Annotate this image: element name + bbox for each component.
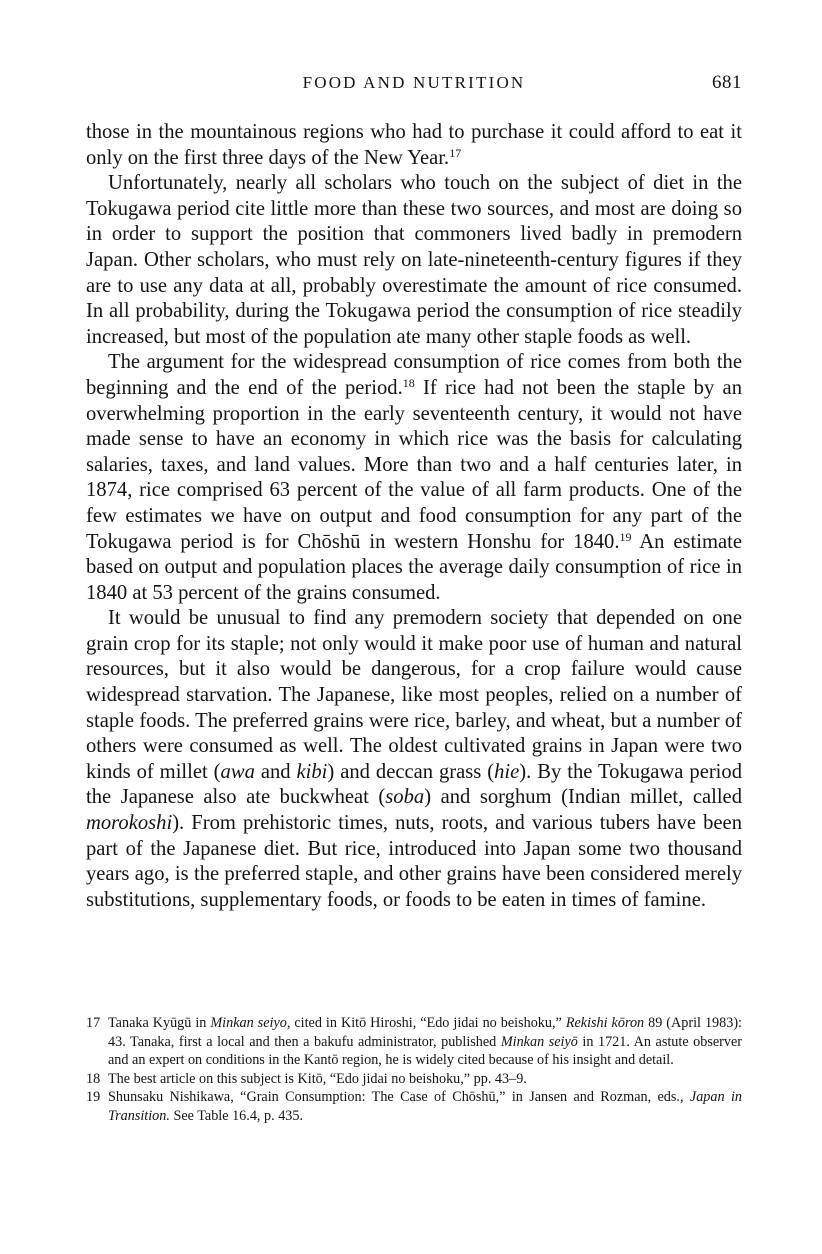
body-paragraph <box>86 171 742 350</box>
footnote <box>86 1070 742 1089</box>
body-paragraph <box>86 120 742 171</box>
italic-term: Rekishi kōron <box>565 1015 645 1031</box>
footnote <box>86 1014 742 1070</box>
text-run: See Table 16.4, p. 435. <box>169 1107 304 1124</box>
text-run: and <box>254 760 297 783</box>
text-run: Unfortunately, nearly all scholars who touch on the subject of diet in the Tokugawa period cite little more than these two sources, and most are doing so in order to support the position that commoners lived badly in premodern Japan. Other scholars, who must rely on late-nineteenth-century figures if they are to use any data at all, probably overestimate the amount of rice consumed. In all probability, during the Tokugawa period the consumption of rice steadily increased, but most of the population ate many other staple foods as well. <box>86 172 742 348</box>
italic-term: hie <box>494 760 520 783</box>
body-paragraph <box>86 350 742 606</box>
footnote-reference: 18 <box>402 375 415 390</box>
text-run: The argument for the widespread consumption of rice comes from both the beginning and the end of the period. <box>86 351 742 399</box>
text-run: ). From prehistoric times, nuts, roots, and various tubers have been part of the Japanese diet. But rice, introduced into Japan some two thousand years ago, is the preferred staple, and other grains have been considered merely substitutions, supplementary foods, or foods to be eaten in times of famine. <box>86 812 742 911</box>
italic-term: kibi <box>296 760 328 783</box>
footnote <box>86 1088 742 1125</box>
italic-term: awa <box>220 760 255 783</box>
footnote-number: 19 <box>86 1089 101 1106</box>
text-run: Shunsaku Nishikawa, “Grain Consumption: The Case of Chōshū,” in Jansen and Rozman, eds., <box>108 1089 690 1106</box>
text-run: in 1721. An astute observer and an expert on conditions in the Kantō region, he is widely cited because of his insight and detail. <box>108 1033 742 1069</box>
footnote-reference: 19 <box>619 529 632 544</box>
text-run: ) and deccan grass ( <box>327 760 495 783</box>
footnotes <box>86 1014 742 1126</box>
footnote-reference: 17 <box>449 145 462 160</box>
running-title: FOOD AND NUTRITION <box>302 73 526 92</box>
text-run: It would be unusual to find any premodern society that depended on one grain crop for its staple; not only would it make poor use of human and natural resources, but it also would be dangerous, for a crop failure would cause widespread starvation. The Japanese, like most peoples, relied on a number of staple foods. The preferred grains were rice, barley, and wheat, but a number of others were consumed as well. The oldest cultivated grains in Japan were two kinds of millet ( <box>86 607 742 783</box>
italic-term: Minkan seiyō <box>500 1033 578 1050</box>
italic-term: Japan in Transition. <box>108 1089 742 1124</box>
text-run: Tanaka Kyūgū in <box>108 1015 211 1031</box>
italic-term: soba <box>385 786 425 809</box>
body-text <box>86 120 742 913</box>
body-paragraph <box>86 606 742 913</box>
italic-term: Minkan seiyo, <box>210 1015 291 1031</box>
text-run: The best article on this subject is Kitō, “Edo jidai no beishoku,” pp. 43–9. <box>108 1070 527 1087</box>
text-run: An estimate based on output and population places the average daily consumption of rice in 1840 at 53 percent of the grains consumed. <box>86 530 742 604</box>
running-head <box>86 70 742 96</box>
text-run: If rice had not been the staple by an overwhelming proportion in the early seventeenth century, it would not have made sense to have an economy in which rice was the basis for calculating salaries, taxes, and land values. More than two and a half centuries later, in 1874, rice comprised 63 percent of the value of all farm products. One of the few estimates we have on output and food consumption for any part of the Tokugawa period is for Chōshū in western Honshu for 1840. <box>86 376 742 553</box>
text-run: ). By the Tokugawa period the Japanese also ate buckwheat ( <box>86 760 743 809</box>
page-number: 681 <box>712 72 742 93</box>
footnote-number: 18 <box>86 1070 101 1087</box>
text-run: cited in Kitō Hiroshi, “Edo jidai no beishoku,” <box>290 1015 566 1031</box>
text-run: ) and sorghum (Indian millet, called <box>424 786 742 809</box>
italic-term: morokoshi <box>86 812 173 835</box>
footnote-number: 17 <box>86 1015 101 1031</box>
text-run: those in the mountainous regions who had to purchase it could afford to eat it only on the first three days of the New Year. <box>86 121 742 169</box>
text-run: 89 (April 1983): 43. Tanaka, first a local and then a bakufu administrator, published <box>108 1015 742 1050</box>
